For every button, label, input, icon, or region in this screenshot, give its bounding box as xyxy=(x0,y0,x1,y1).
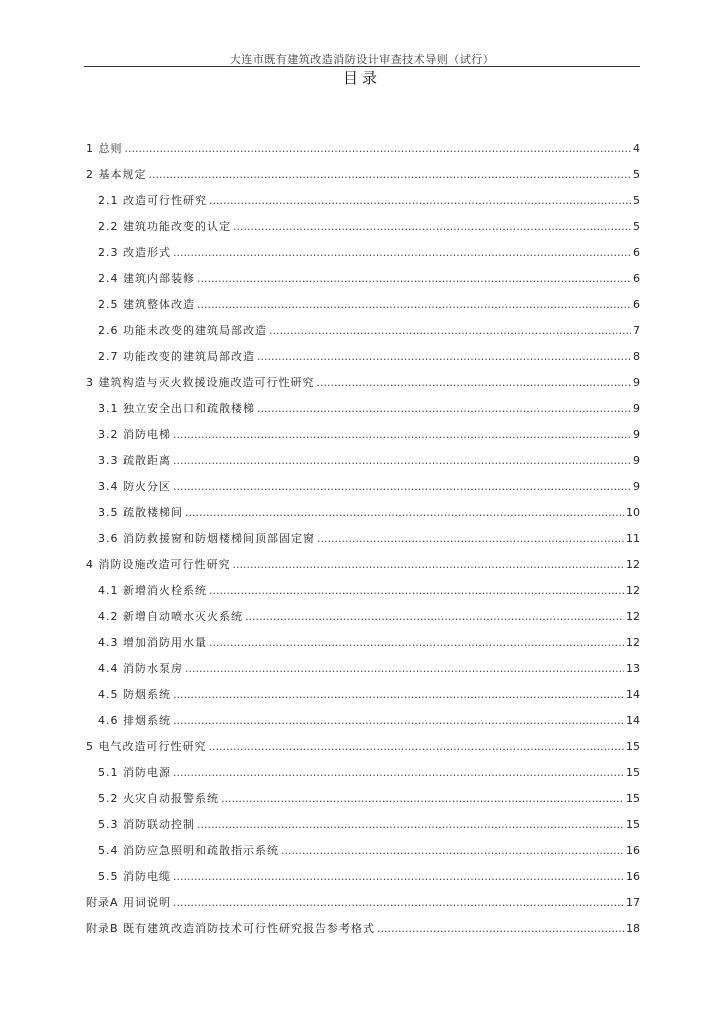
toc-entry[interactable] xyxy=(86,604,640,630)
toc-dot-leader xyxy=(245,604,624,630)
toc-entry-title: 5 电气改造可行性研究 xyxy=(86,740,207,753)
toc-page-number: 18 xyxy=(626,922,640,935)
toc-dot-leader xyxy=(173,890,624,916)
toc-page-number: 5 xyxy=(633,168,640,181)
toc-entry-title: 1 总则 xyxy=(86,142,123,155)
toc-dot-leader xyxy=(233,552,625,578)
toc-page-number: 14 xyxy=(626,688,640,701)
toc-dot-leader xyxy=(257,396,631,422)
toc-entry-title: 2.2 建筑功能改变的认定 xyxy=(98,220,231,233)
toc-dot-leader xyxy=(317,526,624,552)
toc-entry[interactable] xyxy=(86,500,640,526)
toc-entry-title: 4.1 新增消火栓系统 xyxy=(98,584,207,597)
toc-dot-leader xyxy=(173,760,624,786)
toc-entry[interactable] xyxy=(86,448,640,474)
toc-page-number: 8 xyxy=(633,350,640,363)
toc-entry-title: 2.1 改造可行性研究 xyxy=(98,194,207,207)
toc-entry[interactable] xyxy=(86,760,640,786)
toc-entry[interactable] xyxy=(86,682,640,708)
toc-dot-leader xyxy=(197,292,631,318)
toc-dot-leader xyxy=(281,838,624,864)
toc-page-number: 16 xyxy=(626,844,640,857)
toc-entry[interactable] xyxy=(86,396,640,422)
toc-entry-title: 3.1 独立安全出口和疏散楼梯 xyxy=(98,402,255,415)
toc-entry[interactable] xyxy=(86,630,640,656)
toc-dot-leader xyxy=(173,864,624,890)
toc-dot-leader xyxy=(185,656,624,682)
toc-entry[interactable] xyxy=(86,136,640,162)
toc-entry-title: 2 基本规定 xyxy=(86,168,147,181)
toc-entry-title: 5.5 消防电缆 xyxy=(98,870,171,883)
toc-entry-title: 4.4 消防水泵房 xyxy=(98,662,183,675)
toc-page-number: 12 xyxy=(626,636,640,649)
toc-entry-title: 3 建筑构造与灭火救援设施改造可行性研究 xyxy=(86,376,315,389)
toc-dot-leader xyxy=(173,682,624,708)
toc-dot-leader xyxy=(125,136,632,162)
toc-entry[interactable] xyxy=(86,214,640,240)
toc-dot-leader xyxy=(317,370,632,396)
toc-entry[interactable] xyxy=(86,916,640,942)
toc-entry-title: 5.4 消防应急照明和疏散指示系统 xyxy=(98,844,279,857)
toc-entry-title: 附录B 既有建筑改造消防技术可行性研究报告参考格式 xyxy=(86,922,376,935)
toc-entry-title: 3.3 疏散距离 xyxy=(98,454,171,467)
toc-page-number: 5 xyxy=(633,194,640,207)
toc-page-number: 6 xyxy=(633,246,640,259)
toc-entry-title: 4 消防设施改造可行性研究 xyxy=(86,558,231,571)
toc-entry[interactable] xyxy=(86,474,640,500)
toc-page-number: 5 xyxy=(633,220,640,233)
toc-entry[interactable] xyxy=(86,318,640,344)
toc-dot-leader xyxy=(209,734,625,760)
toc-entry-title: 5.2 火灾自动报警系统 xyxy=(98,792,219,805)
toc-entry[interactable] xyxy=(86,864,640,890)
toc-dot-leader xyxy=(185,500,624,526)
toc-dot-leader xyxy=(209,630,624,656)
toc-entry[interactable] xyxy=(86,838,640,864)
toc-entry[interactable] xyxy=(86,656,640,682)
toc-entry-title: 3.2 消防电梯 xyxy=(98,428,171,441)
toc-entry-title: 3.5 疏散楼梯间 xyxy=(98,506,183,519)
toc-page-number: 4 xyxy=(633,142,640,155)
toc-entry[interactable] xyxy=(86,708,640,734)
toc-page-number: 11 xyxy=(626,532,640,545)
toc-entry[interactable] xyxy=(86,162,640,188)
toc-dot-leader xyxy=(149,162,632,188)
toc-entry-title: 2.4 建筑内部装修 xyxy=(98,272,195,285)
toc-entry[interactable] xyxy=(86,344,640,370)
toc-page-number: 6 xyxy=(633,272,640,285)
running-header: 大连市既有建筑改造消防设计审查技术导则（试行） xyxy=(229,53,495,66)
toc-dot-leader xyxy=(257,344,631,370)
toc-entry[interactable] xyxy=(86,526,640,552)
toc-page-number: 9 xyxy=(633,402,640,415)
toc-page-number: 16 xyxy=(626,870,640,883)
toc-dot-leader xyxy=(233,214,631,240)
toc-dot-leader xyxy=(197,266,631,292)
toc-entry[interactable] xyxy=(86,552,640,578)
toc-entry-title: 4.2 新增自动喷水灭火系统 xyxy=(98,610,243,623)
toc-entry[interactable] xyxy=(86,292,640,318)
toc-entry[interactable] xyxy=(86,786,640,812)
toc-page-number: 9 xyxy=(633,376,640,389)
toc-dot-leader xyxy=(173,708,624,734)
toc-page-number: 15 xyxy=(626,818,640,831)
toc-entry-title: 附录A 用词说明 xyxy=(86,896,172,909)
toc-page-number: 12 xyxy=(626,610,640,623)
toc-entry[interactable] xyxy=(86,812,640,838)
toc-dot-leader xyxy=(209,188,631,214)
toc-page-number: 12 xyxy=(626,584,640,597)
page-title: 目录 xyxy=(342,69,381,87)
toc-entry-title: 4.3 增加消防用水量 xyxy=(98,636,207,649)
toc-page-number: 12 xyxy=(626,558,640,571)
toc-page-number: 7 xyxy=(633,324,640,337)
toc-entry[interactable] xyxy=(86,188,640,214)
toc-page-number: 15 xyxy=(626,792,640,805)
toc-entry-title: 4.6 排烟系统 xyxy=(98,714,171,727)
toc-page-number: 6 xyxy=(633,298,640,311)
toc-entry-title: 2.6 功能未改变的建筑局部改造 xyxy=(98,324,267,337)
toc-entry[interactable] xyxy=(86,240,640,266)
toc-entry[interactable] xyxy=(86,266,640,292)
toc-dot-leader xyxy=(221,786,624,812)
toc-entry[interactable] xyxy=(86,422,640,448)
toc-entry[interactable] xyxy=(86,890,640,916)
toc-dot-leader xyxy=(269,318,631,344)
toc-entry-title: 2.7 功能改变的建筑局部改造 xyxy=(98,350,255,363)
toc-page-number: 9 xyxy=(633,454,640,467)
toc-entry-title: 2.5 建筑整体改造 xyxy=(98,298,195,311)
toc-page-number: 15 xyxy=(626,766,640,779)
toc-entry-title: 2.3 改造形式 xyxy=(98,246,171,259)
toc-page-number: 9 xyxy=(633,428,640,441)
toc-page-number: 17 xyxy=(626,896,640,909)
toc-entry-title: 5.1 消防电源 xyxy=(98,766,171,779)
toc-page-number: 13 xyxy=(626,662,640,675)
toc-dot-leader xyxy=(209,578,624,604)
toc-dot-leader xyxy=(377,916,624,942)
toc-dot-leader xyxy=(173,422,631,448)
table-of-contents xyxy=(86,136,640,942)
toc-entry[interactable] xyxy=(86,734,640,760)
toc-entry[interactable] xyxy=(86,370,640,396)
toc-entry-title: 3.4 防火分区 xyxy=(98,480,171,493)
toc-entry-title: 5.3 消防联动控制 xyxy=(98,818,195,831)
toc-page-number: 14 xyxy=(626,714,640,727)
toc-entry-title: 3.6 消防救援窗和防烟楼梯间顶部固定窗 xyxy=(98,532,315,545)
toc-page-number: 10 xyxy=(626,506,640,519)
toc-entry-title: 4.5 防烟系统 xyxy=(98,688,171,701)
toc-page-number: 9 xyxy=(633,480,640,493)
toc-dot-leader xyxy=(173,474,631,500)
toc-page-number: 15 xyxy=(626,740,640,753)
toc-dot-leader xyxy=(173,240,631,266)
toc-entry[interactable] xyxy=(86,578,640,604)
toc-dot-leader xyxy=(173,448,631,474)
toc-dot-leader xyxy=(197,812,624,838)
